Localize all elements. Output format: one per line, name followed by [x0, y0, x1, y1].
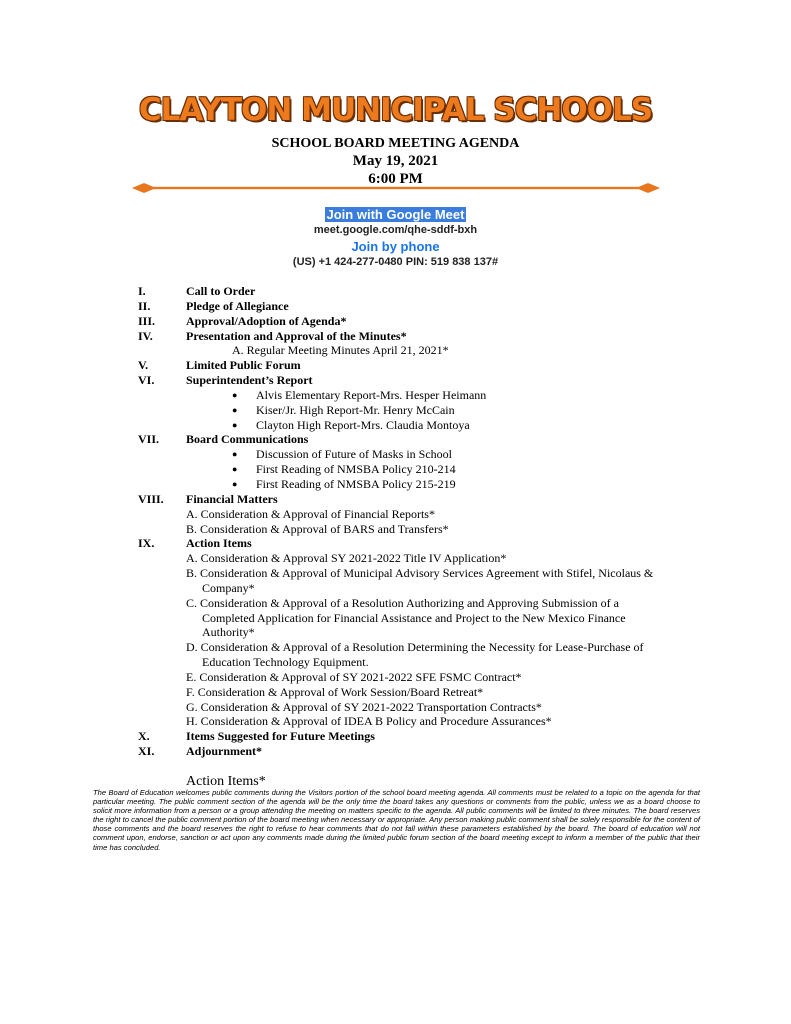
subitem-text: A. Consideration & Approval of Financial Reports* [186, 506, 435, 521]
agenda-section [0, 729, 791, 744]
bullet-icon: ● [232, 449, 238, 460]
bullet-item [0, 403, 791, 418]
subitem-text: Completed Application for Financial Assistance and Project to the New Mexico Finance [202, 610, 626, 625]
agenda-section [0, 358, 791, 373]
agenda-subitem [0, 566, 791, 581]
subitem-text: C. Consideration & Approval of a Resolution Authorizing and Approving Submission of a [186, 595, 619, 610]
agenda-subitem [0, 596, 791, 611]
meet-url: meet.google.com/qhe-sddf-bxh [313, 224, 478, 236]
agenda-section [0, 432, 791, 447]
section-number: V. [138, 358, 149, 373]
section-title: Board Communications [186, 432, 309, 447]
join-by-phone-link[interactable]: Join by phone [351, 239, 440, 254]
phone-details: (US) +1 424-277-0480 PIN: 519 838 137# [292, 256, 499, 268]
bullet-text: Discussion of Future of Masks in School [256, 447, 452, 462]
section-title: Presentation and Approval of the Minutes* [186, 328, 407, 343]
google-meet-link-label: Join with Google Meet [326, 207, 465, 222]
subitem-text: A. Regular Meeting Minutes April 21, 2021* [232, 343, 449, 358]
section-number: VII. [138, 432, 160, 447]
bullet-icon: ● [232, 404, 238, 415]
agenda-subitem [0, 700, 791, 715]
agenda-subitem-continued [0, 625, 791, 640]
section-title: Action Items [186, 536, 252, 551]
bullet-item [0, 388, 791, 403]
agenda-subitem [0, 343, 791, 358]
bullet-icon: ● [232, 464, 238, 475]
agenda-subitem [0, 685, 791, 700]
agenda-section [0, 299, 791, 314]
section-title: Items Suggested for Future Meetings [186, 729, 375, 744]
meeting-time: 6:00 PM [368, 171, 423, 187]
bullet-icon: ● [232, 419, 238, 430]
subitem-text: A. Consideration & Approval SY 2021-2022 Title IV Application* [186, 551, 507, 566]
agenda-subitem [0, 640, 791, 655]
subitem-text: B. Consideration & Approval of BARS and Transfers* [186, 521, 449, 536]
subitem-text: Education Technology Equipment. [202, 655, 369, 670]
agenda-subitem [0, 714, 791, 729]
subitem-text: B. Consideration & Approval of Municipal Advisory Services Agreement with Stifel, Nicolaus & [186, 566, 654, 581]
section-number: IX. [138, 536, 155, 551]
section-number: VI. [138, 373, 155, 388]
subitem-text: H. Consideration & Approval of IDEA B Policy and Procedure Assurances* [186, 714, 552, 729]
bullet-item [0, 418, 791, 433]
section-title: Pledge of Allegiance [186, 298, 289, 313]
section-number: I. [138, 284, 146, 298]
district-logo: CLAYTON MUNICIPAL SCHOOLS [138, 92, 653, 128]
agenda-subitem-continued [0, 655, 791, 670]
agenda-subitem [0, 507, 791, 522]
section-number: X. [138, 729, 150, 744]
agenda-subitem-continued [0, 611, 791, 626]
section-title: Financial Matters [186, 491, 278, 506]
section-title: Adjournment* [186, 744, 263, 759]
section-title: Call to Order [186, 284, 256, 298]
section-number: IV. [138, 328, 153, 343]
section-number: VIII. [138, 491, 164, 506]
bullet-text: Kiser/Jr. High Report-Mr. Henry McCain [256, 402, 455, 417]
section-number: III. [138, 313, 156, 328]
bullet-text: Alvis Elementary Report-Mrs. Hesper Heimann [256, 387, 487, 402]
subitem-text: F. Consideration & Approval of Work Session/Board Retreat* [186, 684, 484, 699]
bullet-item [0, 447, 791, 462]
section-title: Approval/Adoption of Agenda* [186, 313, 347, 328]
agenda-section [0, 373, 791, 388]
section-number: XI. [138, 744, 155, 759]
orange-divider [132, 181, 660, 195]
section-number: II. [138, 298, 151, 313]
section-title: Superintendent’s Report [186, 373, 313, 388]
agenda-subitem [0, 670, 791, 685]
subitem-text: Authority* [202, 625, 255, 640]
subitem-text: G. Consideration & Approval of SY 2021-2022 Transportation Contracts* [186, 699, 542, 714]
bullet-text: Clayton High Report-Mrs. Claudia Montoya [256, 417, 470, 432]
bullet-icon: ● [232, 478, 238, 489]
action-items-label: Action Items* [186, 774, 266, 789]
agenda-section [0, 284, 791, 299]
bullet-item [0, 477, 791, 492]
subitem-text: E. Consideration & Approval of SY 2021-2022 SFE FSMC Contract* [186, 669, 522, 684]
google-meet-link[interactable] [0, 207, 791, 222]
agenda-section [0, 492, 791, 507]
agenda-section [0, 314, 791, 329]
bullet-item [0, 462, 791, 477]
bullet-icon: ● [232, 389, 238, 400]
agenda-section [0, 744, 791, 759]
agenda-title: SCHOOL BOARD MEETING AGENDA [271, 136, 520, 151]
subitem-text: D. Consideration & Approval of a Resolution Determining the Necessity for Lease-Purchase of [186, 640, 644, 655]
bullet-text: First Reading of NMSBA Policy 215-219 [256, 476, 456, 491]
subitem-text: Company* [202, 580, 255, 595]
public-comment-notice: The Board of Education welcomes public comments during the Visitors portion of the school board meeting agenda. All comments must be related to a topic on the agenda for that particular meeting. The public comment section of the agenda will be the only time the board takes any questions or comments from the public, unless we as a board choose to solicit more information from a person or a group attending the meeting on matters specific to the agenda. All public comments will be limited to three minutes. The board reserves the right to cancel the public comment portion of the board meeting when necessary or appropriate. Any person making public comment shall be solely responsible for the content of those comments and the board reserves the right to refuse to hear comments that do not fall within these parameters established by the board. The board of education will not comment upon, endorse, sanction or act upon any comments made during the limited public forum section of the board meeting except to inform a member of the public that their time has concluded. [93, 788, 700, 852]
agenda-list [0, 284, 791, 759]
agenda-subitem [0, 551, 791, 566]
agenda-section [0, 329, 791, 344]
agenda-subitem [0, 522, 791, 537]
meeting-date: May 19, 2021 [352, 153, 439, 169]
bullet-text: First Reading of NMSBA Policy 210-214 [256, 462, 456, 477]
agenda-subitem-continued [0, 581, 791, 596]
agenda-section [0, 536, 791, 551]
section-title: Limited Public Forum [186, 358, 301, 373]
